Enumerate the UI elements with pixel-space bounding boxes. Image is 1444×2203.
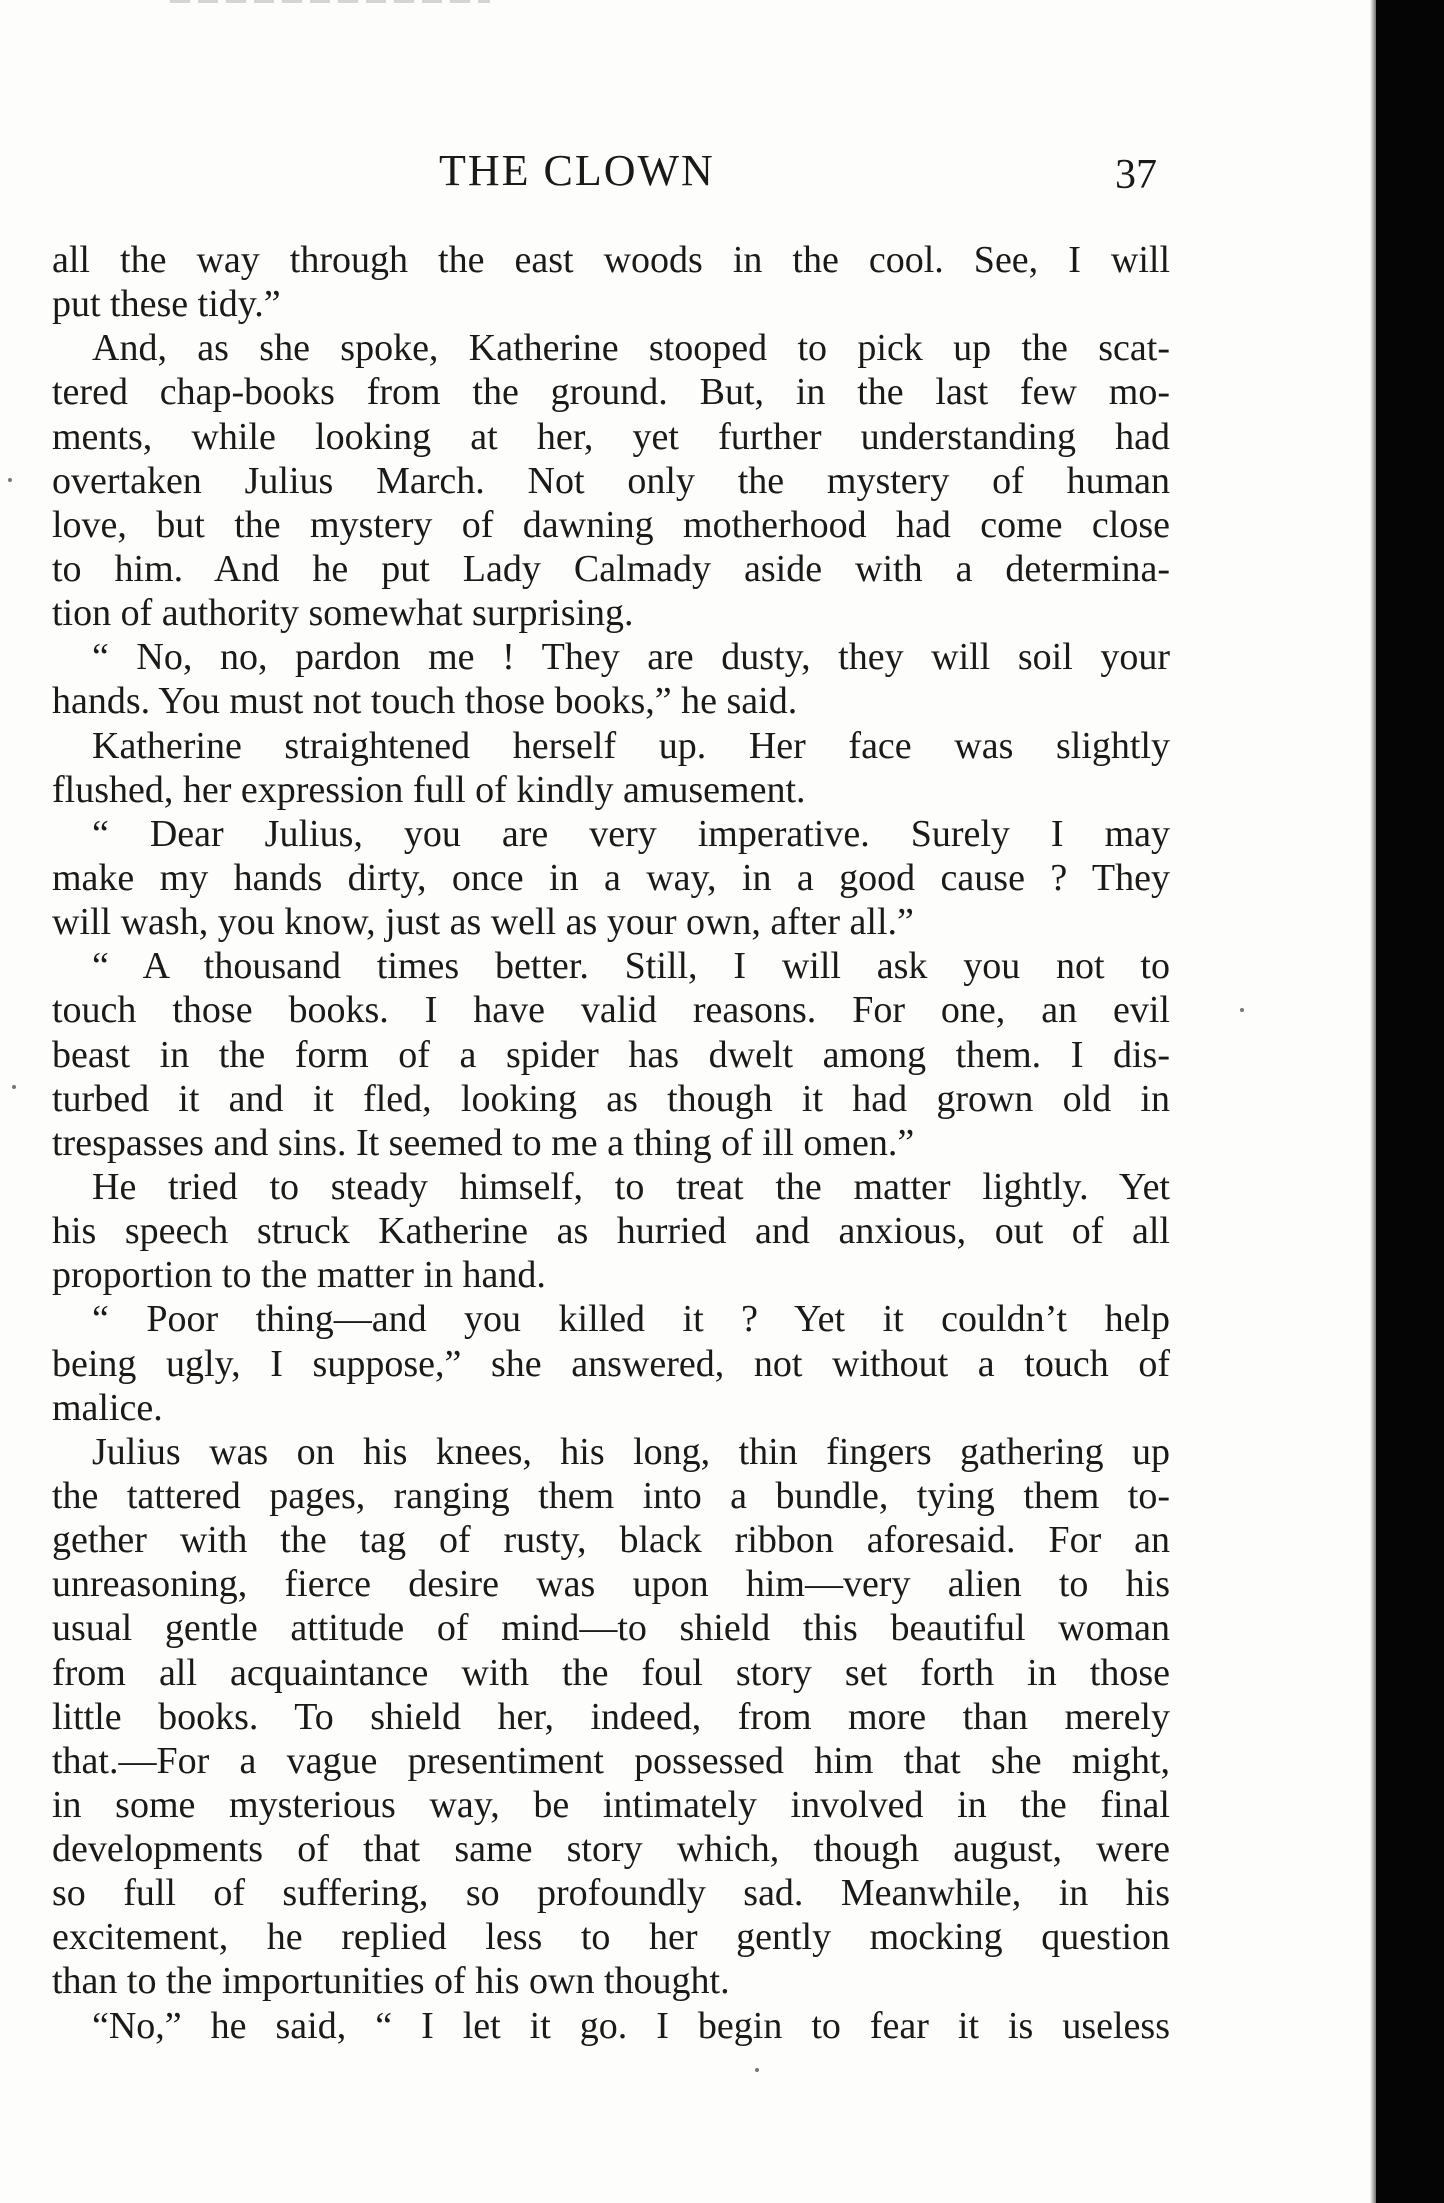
page-number: 37 <box>1115 152 1157 198</box>
text-line: proportion to the matter in hand. <box>52 1254 546 1297</box>
body-text <box>52 238 1170 2048</box>
text-line: that.—For a vague presentiment possessed him that she might, <box>52 1739 1170 1782</box>
scan-speck <box>1240 1008 1244 1012</box>
text-line: little books. To shield her, indeed, from more than merely <box>52 1695 1170 1738</box>
text-line: his speech struck Katherine as hurried and anxious, out of all <box>52 1210 1170 1253</box>
text-line: the tattered pages, ranging them into a bundle, tying them to- <box>52 1474 1170 1517</box>
running-head <box>55 145 1165 205</box>
scan-bleed-mark <box>170 0 490 3</box>
text-line: touch those books. I have valid reasons. For one, an evil <box>52 989 1170 1032</box>
text-line: being ugly, I suppose,” she answered, not without a touch of <box>52 1342 1170 1385</box>
text-line: to him. And he put Lady Calmady aside with a determina- <box>52 547 1170 590</box>
text-line: He tried to steady himself, to treat the matter lightly. Yet <box>92 1165 1170 1208</box>
text-line: “ A thousand times better. Still, I will ask you not to <box>92 945 1170 988</box>
text-line: “No,” he said, “ I let it go. I begin to fear it is useless <box>92 2004 1170 2047</box>
text-line: overtaken Julius March. Not only the mystery of human <box>52 459 1170 502</box>
text-line: trespasses and sins. It seemed to me a thing of ill omen.” <box>52 1121 915 1164</box>
text-line: love, but the mystery of dawning motherhood had come close <box>52 503 1170 546</box>
text-line: will wash, you know, just as well as your own, after all.” <box>52 901 914 944</box>
text-line: developments of that same story which, though august, were <box>52 1828 1170 1871</box>
text-line: “ No, no, pardon me ! They are dusty, they will soil your <box>92 636 1170 679</box>
text-line: flushed, her expression full of kindly amusement. <box>52 768 806 811</box>
text-line: in some mysterious way, be intimately involved in the final <box>52 1783 1170 1826</box>
text-line: unreasoning, fierce desire was upon him—very alien to his <box>52 1563 1170 1606</box>
text-line: ments, while looking at her, yet further understanding had <box>52 415 1170 458</box>
text-line: make my hands dirty, once in a way, in a good cause ? They <box>52 856 1170 899</box>
text-line: put these tidy.” <box>52 283 281 326</box>
text-line: Katherine straightened herself up. Her face was slightly <box>92 724 1170 767</box>
text-line: from all acquaintance with the foul story set forth in those <box>52 1651 1170 1694</box>
text-line: all the way through the east woods in the cool. See, I will <box>52 239 1170 281</box>
text-line: tered chap-books from the ground. But, in the last few mo- <box>52 371 1170 414</box>
text-line: tion of authority somewhat surprising. <box>52 592 634 635</box>
text-line: turbed it and it fled, looking as though it had grown old in <box>52 1077 1170 1120</box>
text-line: Julius was on his knees, his long, thin fingers gathering up <box>92 1430 1170 1473</box>
text-line: excitement, he replied less to her gently mocking question <box>52 1916 1170 1959</box>
text-line: “ Poor thing—and you killed it ? Yet it couldn’t help <box>92 1298 1170 1341</box>
text-line: malice. <box>52 1386 163 1429</box>
text-line: “ Dear Julius, you are very imperative. Surely I may <box>92 812 1170 855</box>
scan-speck <box>12 1085 16 1089</box>
text-line: gether with the tag of rusty, black ribbon aforesaid. For an <box>52 1519 1170 1562</box>
running-title: THE CLOWN <box>439 146 715 195</box>
text-line: beast in the form of a spider has dwelt among them. I dis- <box>52 1033 1170 1076</box>
text-line: than to the importunities of his own thought. <box>52 1960 730 2003</box>
scan-edge <box>1376 0 1444 2203</box>
scan-speck <box>755 2068 759 2072</box>
text-line: usual gentle attitude of mind—to shield this beautiful woman <box>52 1607 1170 1650</box>
text-line: so full of suffering, so profoundly sad. Meanwhile, in his <box>52 1872 1170 1915</box>
text-line: hands. You must not touch those books,” he said. <box>52 680 798 723</box>
text-line: And, as she spoke, Katherine stooped to pick up the scat- <box>92 327 1170 370</box>
scan-speck <box>8 478 12 482</box>
